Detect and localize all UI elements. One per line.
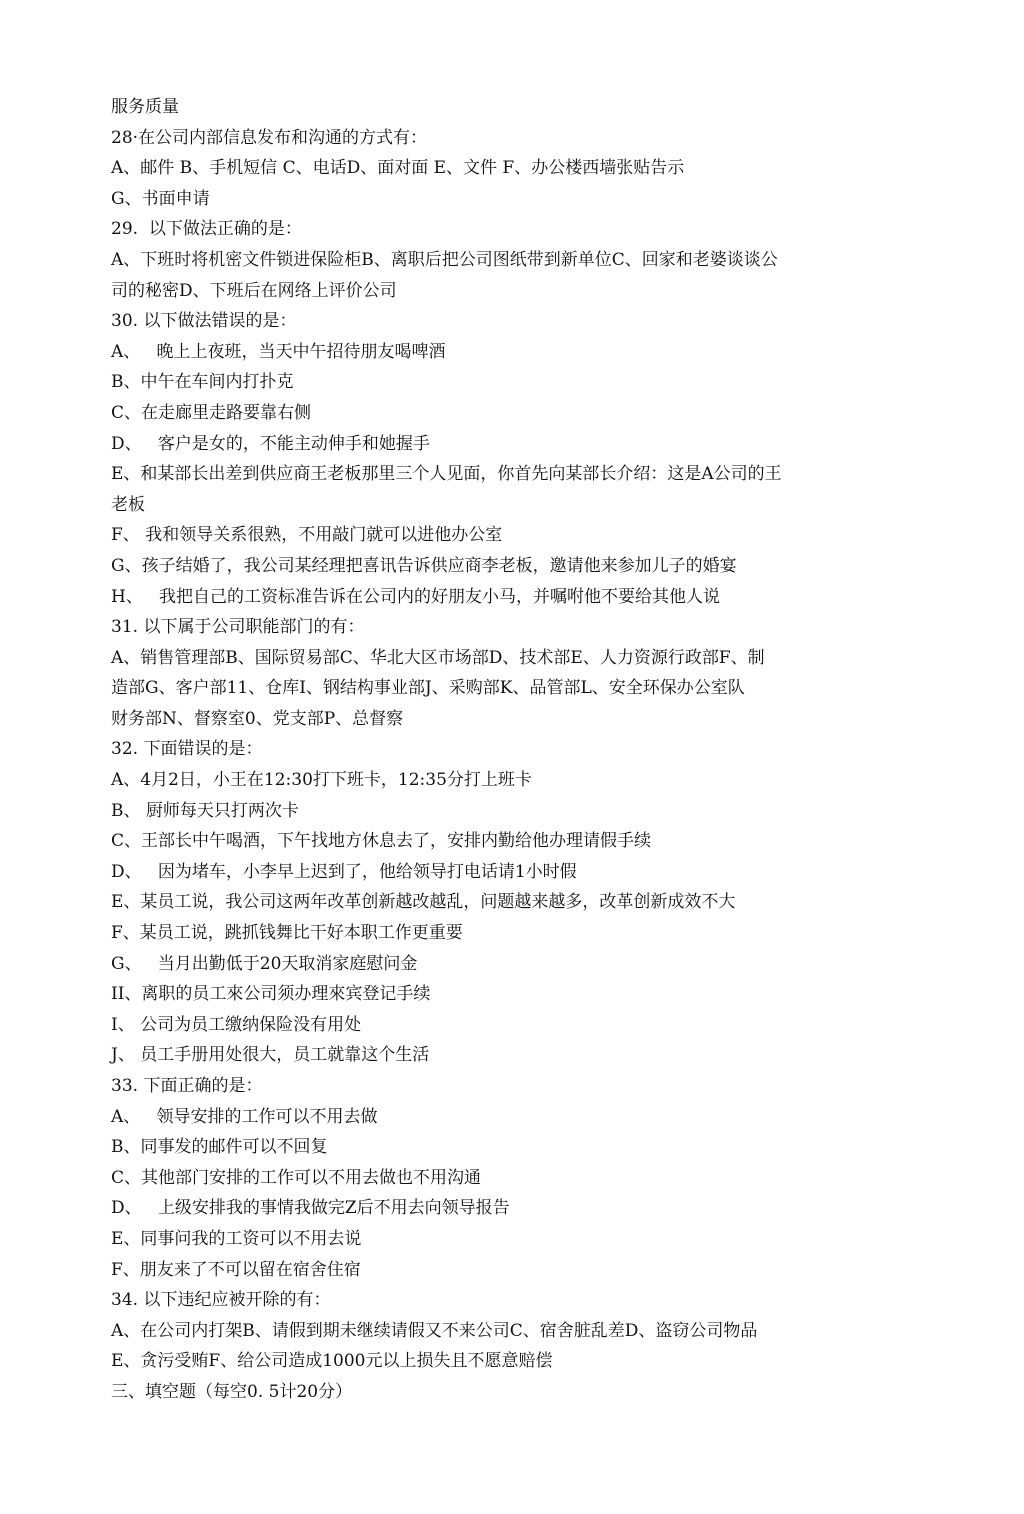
question-31-options-cont-2: 财务部N、督察室0、党支部P、总督察 bbox=[111, 708, 404, 729]
question-32-option-f: F、某员工说，跳抓钱舞比干好本职工作更重要 bbox=[111, 923, 463, 944]
question-29-options: A、下班时将机密文件锁进保险柜B、离职后把公司图纸带到新单位C、回家和老婆谈谈公 bbox=[111, 249, 778, 270]
question-32: 32. 下面错误的是： bbox=[111, 739, 263, 760]
question-30-option-b: B、中午在车间内打扑克 bbox=[111, 372, 294, 393]
question-28: 28·在公司内部信息发布和沟通的方式有： bbox=[111, 127, 428, 148]
question-32-option-e: E、某员工说，我公司这两年改革创新越改越乱，问题越来越多，改革创新成效不大 bbox=[111, 892, 736, 913]
question-29-options-cont: 司的秘密D、下班后在网络上评价公司 bbox=[111, 280, 397, 301]
section-heading-fill-in: 三、填空题（每空0. 5计20分） bbox=[111, 1381, 353, 1402]
question-32-option-b: B、 厨师每天只打两次卡 bbox=[111, 800, 299, 821]
question-33-option-b: B、同事发的邮件可以不回复 bbox=[111, 1137, 328, 1158]
question-33: 33. 下面正确的是： bbox=[111, 1076, 263, 1096]
question-33-option-d: D、 上级安排我的事情我做完Z后不用去向领导报告 bbox=[111, 1198, 510, 1219]
question-33-option-c: C、其他部门安排的工作可以不用去做也不用沟通 bbox=[111, 1167, 482, 1188]
question-31: 31. 以下属于公司职能部门的有： bbox=[111, 617, 365, 638]
question-32-option-a: A、4月2日，小王在12:30打下班卡，12:35分打上班卡 bbox=[111, 770, 532, 791]
question-34-options-cont: E、贪污受贿F、给公司造成1000元以上损失且不愿意赔偿 bbox=[111, 1351, 553, 1372]
question-30-option-f: F、 我和领导关系很熟，不用敲门就可以进他办公室 bbox=[111, 525, 503, 546]
question-34: 34. 以下违纪应被开除的有： bbox=[111, 1290, 331, 1311]
question-30-option-c: C、在走廊里走路要靠右侧 bbox=[111, 402, 312, 423]
question-32-option-i: I、 公司为员工缴纳保险没有用处 bbox=[111, 1014, 362, 1035]
question-33-option-a: A、 领导安排的工作可以不用去做 bbox=[111, 1106, 378, 1127]
question-33-option-f: F、朋友来了不可以留在宿舍住宿 bbox=[111, 1259, 361, 1280]
question-30-option-g: G、孩子结婚了，我公司某经理把喜讯告诉供应商李老板，邀请他来参加儿子的婚宴 bbox=[111, 555, 737, 576]
question-33-option-e: E、同事问我的工资可以不用去说 bbox=[111, 1228, 362, 1249]
question-32-option-g: G、 当月出勤低于20天取消家庭慰问金 bbox=[111, 953, 418, 974]
question-29: 29. 以下做法正确的是： bbox=[111, 219, 302, 240]
question-32-option-d: D、 因为堵车，小李早上迟到了，他给领导打电话请1小时假 bbox=[111, 861, 577, 882]
question-31-options-cont: 造部G、客户部11、仓库I、钢结构事业部J、采购部K、品管部L、安全环保办公室队 bbox=[111, 678, 745, 699]
question-28-options: A、邮件 B、手机短信 C、电话D、面对面 E、文件 F、办公楼西墙张贴告示 bbox=[111, 158, 685, 179]
question-28-option-g: G、书面申请 bbox=[111, 188, 210, 209]
question-30-option-a: A、 晚上上夜班，当天中午招待朋友喝啤酒 bbox=[111, 341, 446, 362]
section-title: 服务质量 bbox=[111, 97, 179, 117]
question-30-option-d: D、 客户是女的，不能主动伸手和她握手 bbox=[111, 433, 430, 454]
document-body bbox=[111, 92, 901, 1408]
question-30: 30. 以下做法错误的是： bbox=[111, 311, 297, 332]
question-31-options: A、销售管理部B、国际贸易部C、华北大区市场部D、技术部E、人力资源行政部F、制 bbox=[111, 647, 765, 668]
question-30-option-e: E、和某部长出差到供应商王老板那里三个人见面，你首先向某部长介绍：这是A公司的王 bbox=[111, 464, 782, 485]
question-30-option-e-cont: 老板 bbox=[111, 494, 145, 515]
question-32-option-c: C、王部长中午喝酒，下午找地方休息去了，安排内勤给他办理请假手续 bbox=[111, 831, 652, 852]
question-34-options: A、在公司内打架B、请假到期未继续请假又不来公司C、宿舍脏乱差D、盗窃公司物品 bbox=[111, 1320, 758, 1341]
question-32-option-h: II、离职的员工來公司须办理來宾登记手续 bbox=[111, 984, 431, 1005]
question-32-option-j: J、 员工手册用处很大，员工就靠这个生活 bbox=[111, 1045, 430, 1066]
question-30-option-h: H、 我把自己的工资标准告诉在公司内的好朋友小马，并嘱咐他不要给其他人说 bbox=[111, 586, 721, 607]
